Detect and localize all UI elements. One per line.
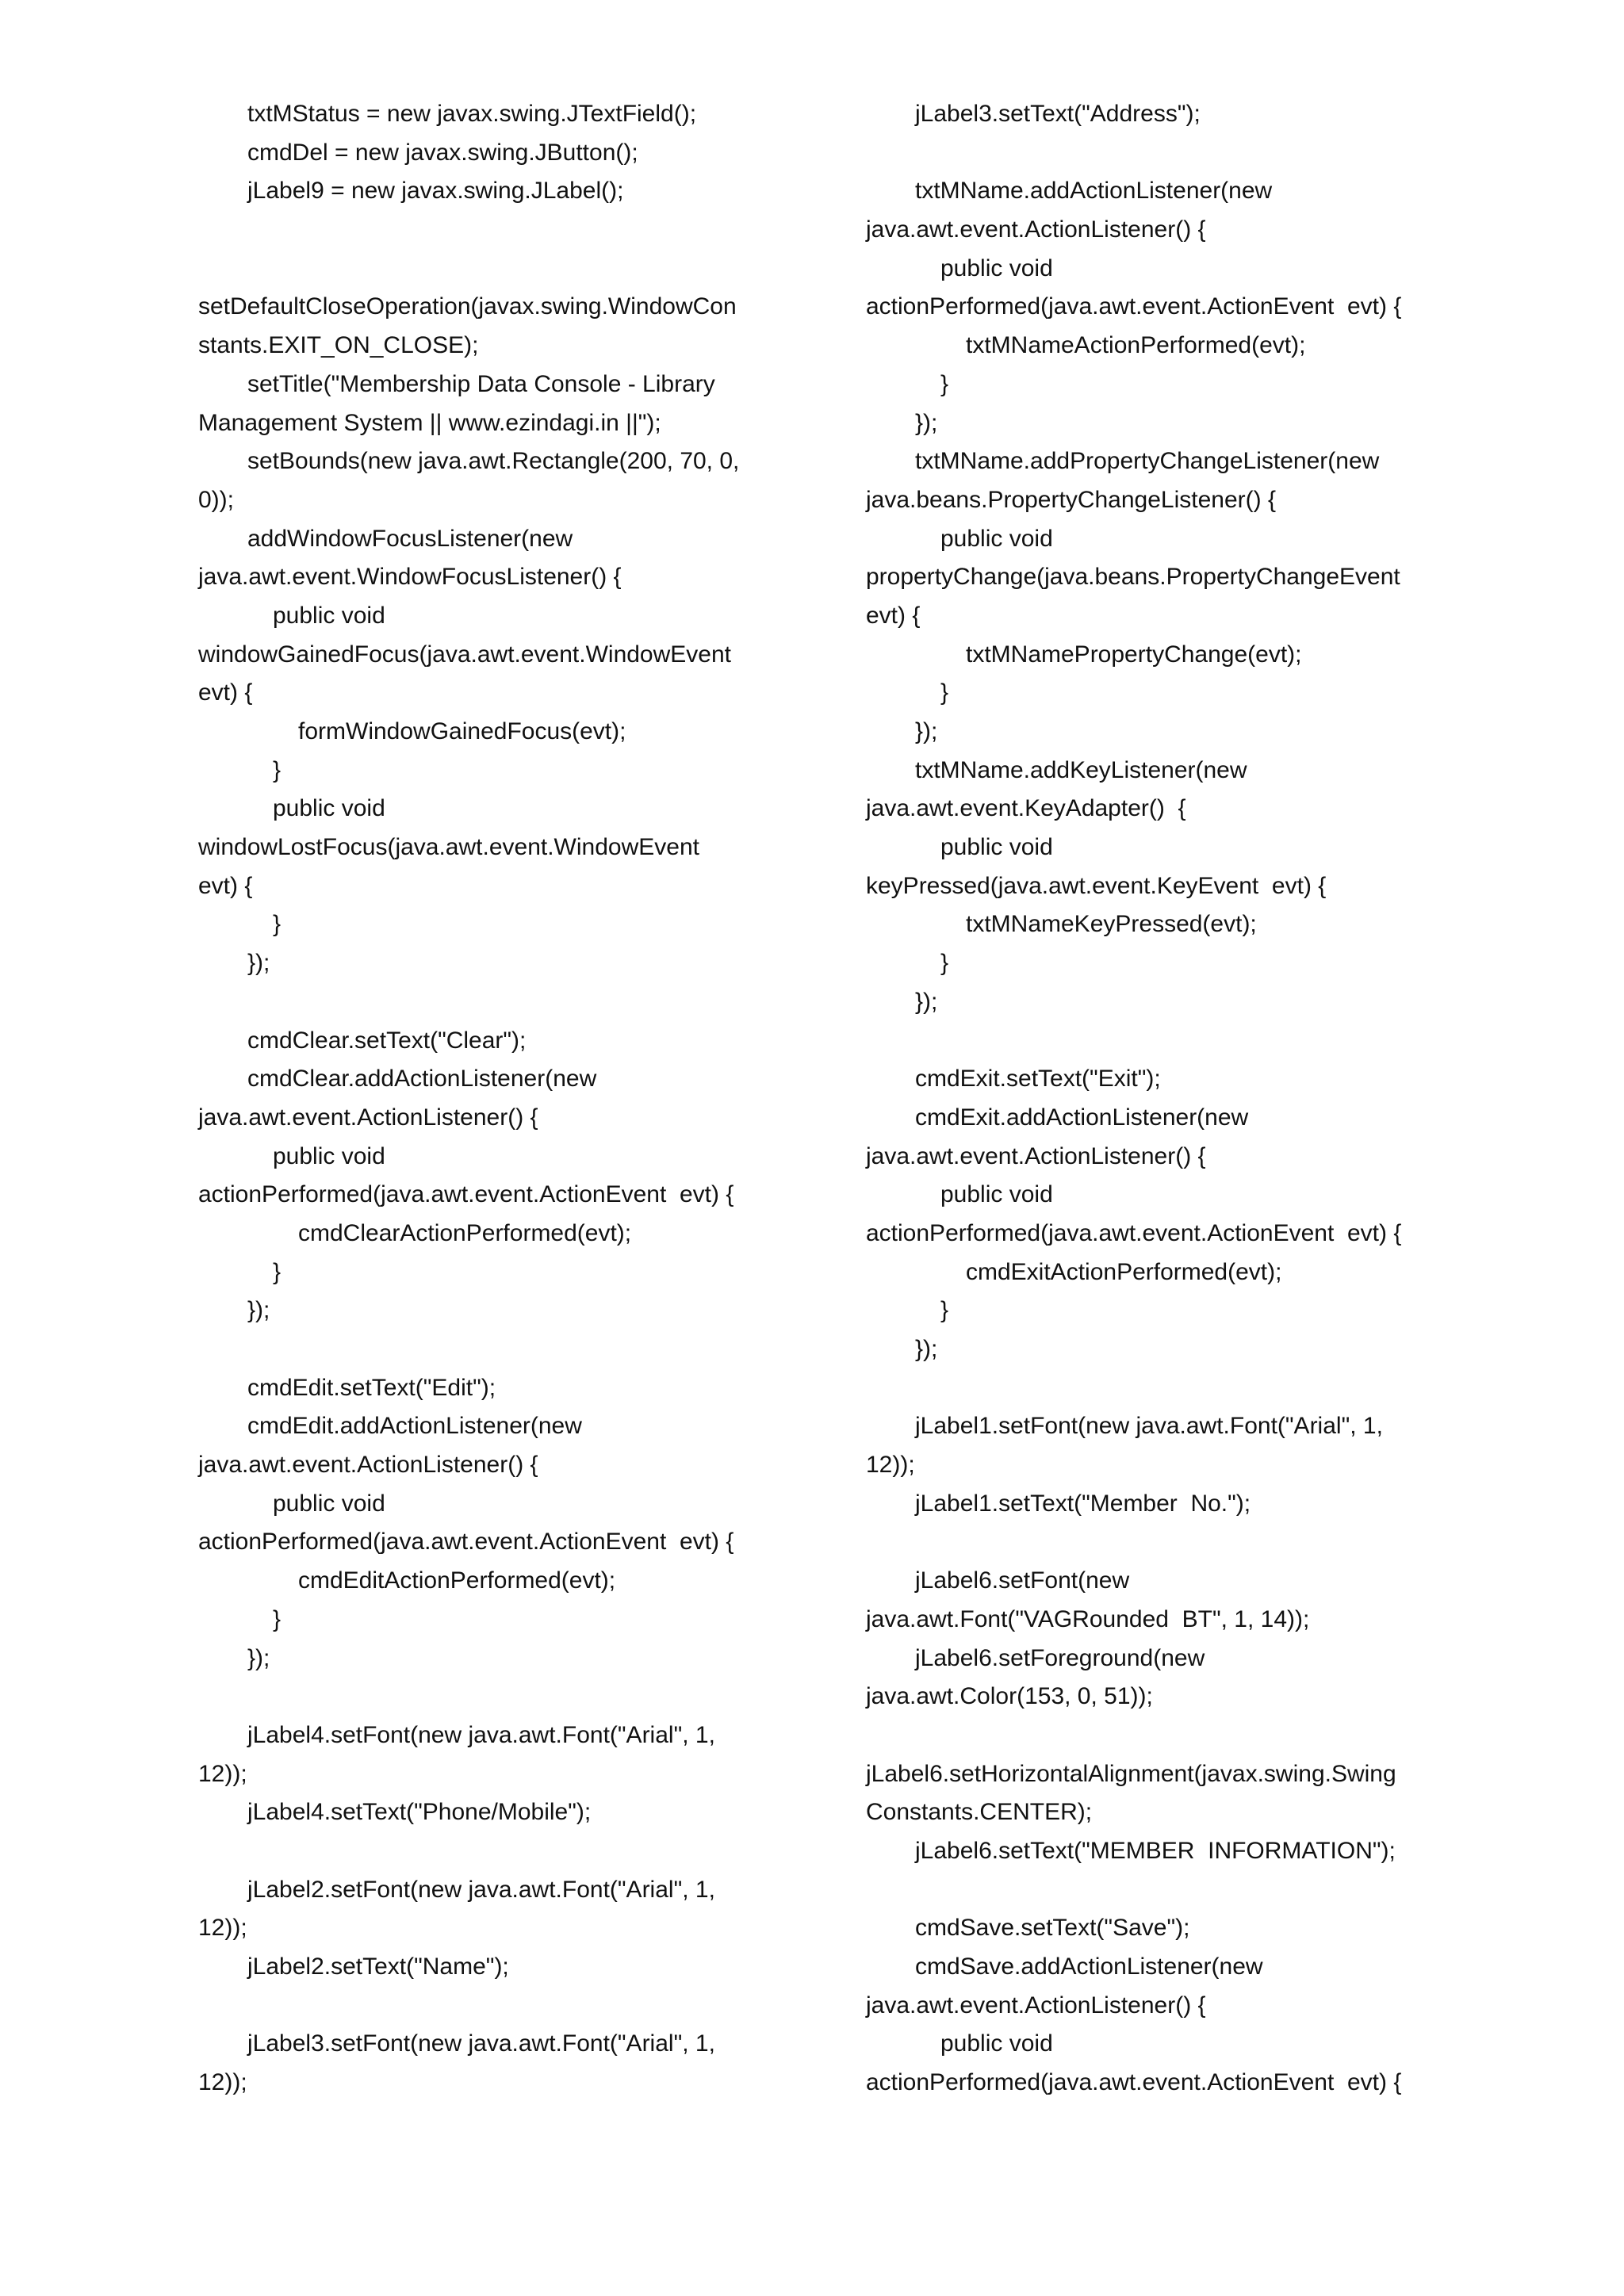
code-line: actionPerformed(java.awt.event.ActionEvent evt) { — [198, 1529, 734, 1556]
code-line: public void — [273, 1142, 385, 1169]
code-line: public void — [940, 834, 1053, 861]
code-line: } — [273, 1258, 282, 1285]
code-line: jLabel2.setText("Name"); — [247, 1954, 509, 1980]
code-line: }); — [915, 988, 938, 1015]
code-line: java.awt.event.KeyAdapter() { — [866, 795, 1186, 822]
code-line: cmdDel = new javax.swing.JButton(); — [247, 139, 638, 166]
code-line: actionPerformed(java.awt.event.ActionEvent evt) { — [866, 2069, 1402, 2096]
code-line: txtMNamePropertyChange(evt); — [966, 641, 1302, 668]
code-line: java.awt.event.ActionListener() { — [866, 216, 1206, 243]
code-line: }); — [247, 1297, 270, 1324]
code-line: cmdClear.setText("Clear"); — [247, 1027, 527, 1054]
code-line: public void — [273, 602, 385, 629]
code-line: }); — [915, 718, 938, 744]
code-line: txtMNameActionPerformed(evt); — [966, 332, 1306, 359]
code-line: jLabel4.setText("Phone/Mobile"); — [247, 1799, 592, 1826]
code-line: cmdExit.setText("Exit"); — [915, 1066, 1161, 1093]
code-line: cmdClearActionPerformed(evt); — [298, 1219, 632, 1246]
code-line: evt) { — [198, 872, 253, 899]
code-line: cmdExitActionPerformed(evt); — [966, 1258, 1282, 1285]
code-line: } — [273, 756, 282, 783]
code-line: stants.EXIT_ON_CLOSE); — [198, 332, 479, 359]
right-code-column — [866, 95, 1453, 2103]
code-line: cmdExit.addActionListener(new — [915, 1104, 1249, 1131]
code-line: java.awt.event.ActionListener() { — [198, 1452, 538, 1479]
code-line: jLabel3.setFont(new java.awt.Font("Arial", 1, — [247, 2030, 715, 2057]
code-line: cmdSave.setText("Save"); — [915, 1915, 1190, 1942]
code-line: 12)); — [198, 1915, 247, 1942]
code-line: windowLostFocus(java.awt.event.WindowEvent — [198, 834, 699, 861]
code-line: }); — [247, 1644, 270, 1671]
blank-line — [866, 1022, 1453, 1061]
code-line: jLabel6.setFont(new — [915, 1567, 1130, 1594]
code-line: jLabel4.setFont(new java.awt.Font("Arial", 1, — [247, 1721, 715, 1748]
blank-line — [866, 1523, 1453, 1562]
blank-line — [198, 1987, 785, 2026]
blank-line — [198, 211, 785, 250]
code-line: java.awt.Color(153, 0, 51)); — [866, 1683, 1153, 1710]
code-line: cmdEdit.setText("Edit"); — [247, 1374, 496, 1401]
code-line: evt) { — [866, 602, 921, 629]
blank-line — [866, 134, 1453, 173]
blank-line — [866, 1716, 1453, 1755]
code-line: cmdClear.addActionListener(new — [247, 1066, 597, 1093]
code-line: txtMStatus = new javax.swing.JTextField(); — [247, 101, 697, 127]
code-line: 12)); — [198, 1760, 247, 1787]
code-line: }); — [915, 409, 938, 436]
left-code-column — [198, 95, 785, 2103]
code-line: java.awt.event.WindowFocusListener() { — [198, 564, 622, 591]
code-line: propertyChange(java.beans.PropertyChangeEvent — [866, 564, 1400, 591]
code-line: jLabel6.setForeground(new — [915, 1644, 1205, 1671]
code-line: java.beans.PropertyChangeListener() { — [866, 486, 1276, 513]
code-line: actionPerformed(java.awt.event.ActionEvent evt) { — [866, 1219, 1402, 1246]
code-line: java.awt.event.ActionListener() { — [198, 1104, 538, 1131]
code-line: }); — [915, 1336, 938, 1362]
code-line: setTitle("Membership Data Console - Library — [247, 370, 715, 397]
code-line: public void — [273, 795, 385, 822]
blank-line — [866, 1871, 1453, 1910]
code-line: setBounds(new java.awt.Rectangle(200, 70, 0, — [247, 448, 740, 475]
code-line: public void — [940, 1181, 1053, 1208]
code-line: actionPerformed(java.awt.event.ActionEvent evt) { — [866, 293, 1402, 320]
code-line: windowGainedFocus(java.awt.event.WindowEvent — [198, 641, 731, 668]
code-line: } — [940, 679, 949, 706]
code-line: txtMName.addPropertyChangeListener(new — [915, 448, 1380, 475]
code-line: jLabel3.setText("Address"); — [915, 101, 1201, 127]
code-line: public void — [940, 525, 1053, 552]
code-line: 0)); — [198, 486, 234, 513]
code-line: jLabel9 = new javax.swing.JLabel(); — [247, 178, 624, 205]
blank-line — [198, 1678, 785, 1716]
code-line: txtMName.addActionListener(new — [915, 178, 1273, 205]
code-line: jLabel2.setFont(new java.awt.Font("Arial", 1, — [247, 1876, 715, 1903]
code-line: public void — [940, 2030, 1053, 2057]
code-line: Constants.CENTER); — [866, 1799, 1093, 1826]
code-line: public void — [273, 1490, 385, 1517]
code-line: addWindowFocusListener(new — [247, 525, 573, 552]
code-line: }); — [247, 950, 270, 977]
blank-line — [198, 983, 785, 1022]
code-line: keyPressed(java.awt.event.KeyEvent evt) { — [866, 872, 1327, 899]
code-line: Management System || www.ezindagi.in ||"); — [198, 409, 661, 436]
code-line: public void — [940, 254, 1053, 281]
blank-line — [866, 1369, 1453, 1408]
code-line: cmdEdit.addActionListener(new — [247, 1413, 582, 1440]
code-line: 12)); — [198, 2069, 247, 2096]
code-line: txtMNameKeyPressed(evt); — [966, 911, 1257, 938]
code-line: setDefaultCloseOperation(javax.swing.WindowCon — [198, 293, 737, 320]
code-line: } — [940, 1297, 949, 1324]
code-line: } — [273, 911, 282, 938]
code-line: evt) { — [198, 679, 253, 706]
code-line: 12)); — [866, 1452, 915, 1479]
code-line: } — [273, 1605, 282, 1632]
code-line: jLabel6.setHorizontalAlignment(javax.swing.Swing — [866, 1760, 1396, 1787]
code-line: } — [940, 950, 949, 977]
code-line: java.awt.event.ActionListener() { — [866, 1992, 1206, 2019]
code-line: formWindowGainedFocus(evt); — [298, 718, 626, 744]
code-line: jLabel6.setText("MEMBER INFORMATION"); — [915, 1837, 1396, 1864]
blank-line — [198, 1832, 785, 1871]
code-line: java.awt.event.ActionListener() { — [866, 1142, 1206, 1169]
code-line: txtMName.addKeyListener(new — [915, 756, 1247, 783]
code-line: jLabel1.setFont(new java.awt.Font("Arial", 1, — [915, 1413, 1383, 1440]
code-line: } — [940, 370, 949, 397]
code-line: cmdEditActionPerformed(evt); — [298, 1567, 616, 1594]
blank-line — [198, 250, 785, 289]
blank-line — [198, 1330, 785, 1369]
code-line: jLabel1.setText("Member No."); — [915, 1490, 1251, 1517]
code-line: cmdSave.addActionListener(new — [915, 1954, 1263, 1980]
code-line: actionPerformed(java.awt.event.ActionEvent evt) { — [198, 1181, 734, 1208]
code-line: java.awt.Font("VAGRounded BT", 1, 14)); — [866, 1605, 1310, 1632]
